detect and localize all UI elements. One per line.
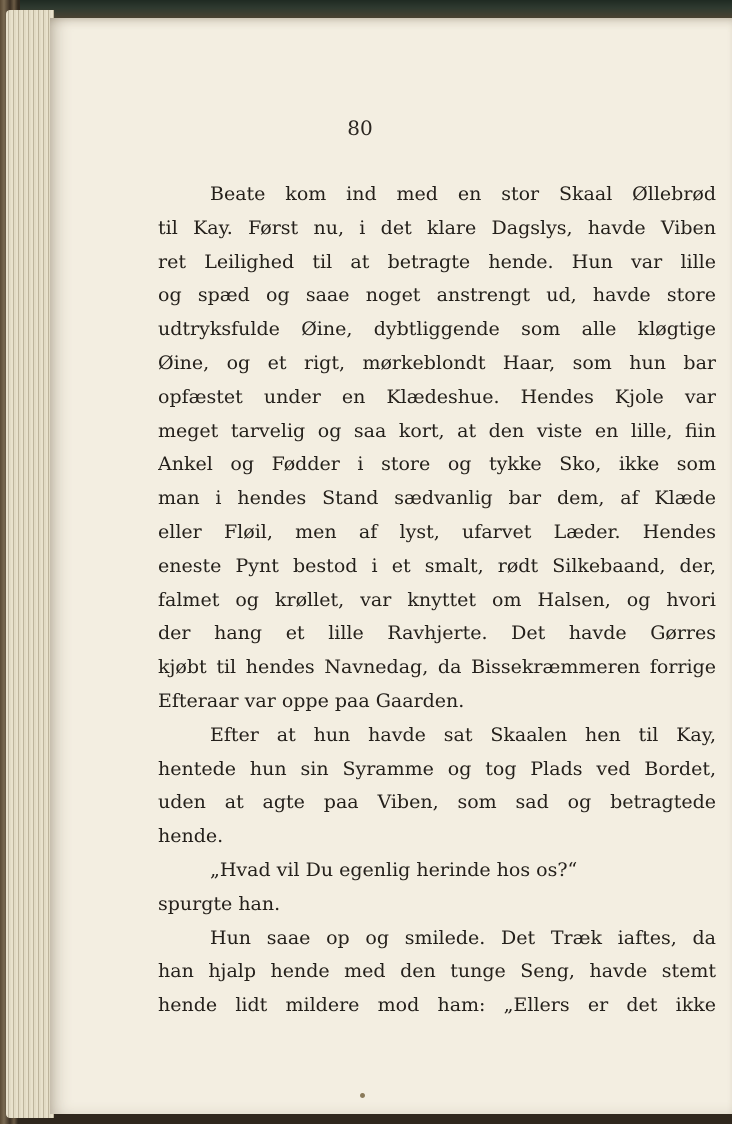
text-line: hende lidt mildere mod ham: „Ellers er det ikke xyxy=(158,994,716,1017)
text-line: Øine, og et rigt, mørkeblondt Haar, som hun bar xyxy=(158,351,716,374)
text-line: Beate kom ind med en stor Skaal Øllebrød xyxy=(210,183,716,205)
text-line: Efteraar var oppe paa Gaarden. xyxy=(158,689,465,712)
text-line: og spæd og saae noget anstrengt ud, havde store xyxy=(158,284,716,307)
text-line: kjøbt til hendes Navnedag, da Bissekræmmeren forrige xyxy=(158,656,716,679)
text-line: opfæstet under en Klædeshue. Hendes Kjole var xyxy=(158,385,716,408)
text-line: han hjalp hende med den tunge Seng, havde stemt xyxy=(158,960,716,983)
text-line: meget tarvelig og saa kort, at den viste en lille, fiin xyxy=(158,419,716,442)
text-line: ret Leilighed til at betragte hende. Hun var lille xyxy=(158,250,716,273)
page-number: 80 xyxy=(347,116,373,140)
page-edges xyxy=(6,10,54,1118)
text-line: man i hendes Stand sædvanlig bar dem, af Klæde xyxy=(158,487,716,510)
text-line: eneste Pynt bestod i et smalt, rødt Silkebaand, der, xyxy=(158,554,716,577)
text-line: eller Fløil, men af lyst, ufarvet Læder. Hendes xyxy=(158,520,716,543)
text-line: uden at agte paa Viben, som sad og betragtede xyxy=(158,791,716,814)
text-line: Ankel og Fødder i store og tykke Sko, ikke som xyxy=(158,453,716,476)
text-line: der hang et lille Ravhjerte. Det havde Gørres xyxy=(158,622,716,645)
book-page xyxy=(50,18,732,1114)
text-line: Efter at hun havde sat Skaalen hen til Kay, xyxy=(210,723,716,746)
text-line: Hun saae op og smilede. Det Træk iaftes, da xyxy=(210,926,716,949)
text-line: hentede hun sin Syramme og tog Plads ved Bordet, xyxy=(158,757,716,780)
text-line: spurgte han. xyxy=(158,892,281,915)
body-text xyxy=(158,178,716,1023)
paper-speck xyxy=(360,1093,365,1098)
text-line: „Hvad vil Du egenlig herinde hos os?“ xyxy=(210,858,578,881)
text-line: falmet og krøllet, var knyttet om Halsen, og hvori xyxy=(158,588,716,611)
book-top-edge xyxy=(20,0,732,18)
text-line: til Kay. Først nu, i det klare Dagslys, havde Viben xyxy=(158,216,716,239)
text-line: udtryksfulde Øine, dybtliggende som alle kløgtige xyxy=(158,318,716,341)
text-line: hende. xyxy=(158,825,224,848)
